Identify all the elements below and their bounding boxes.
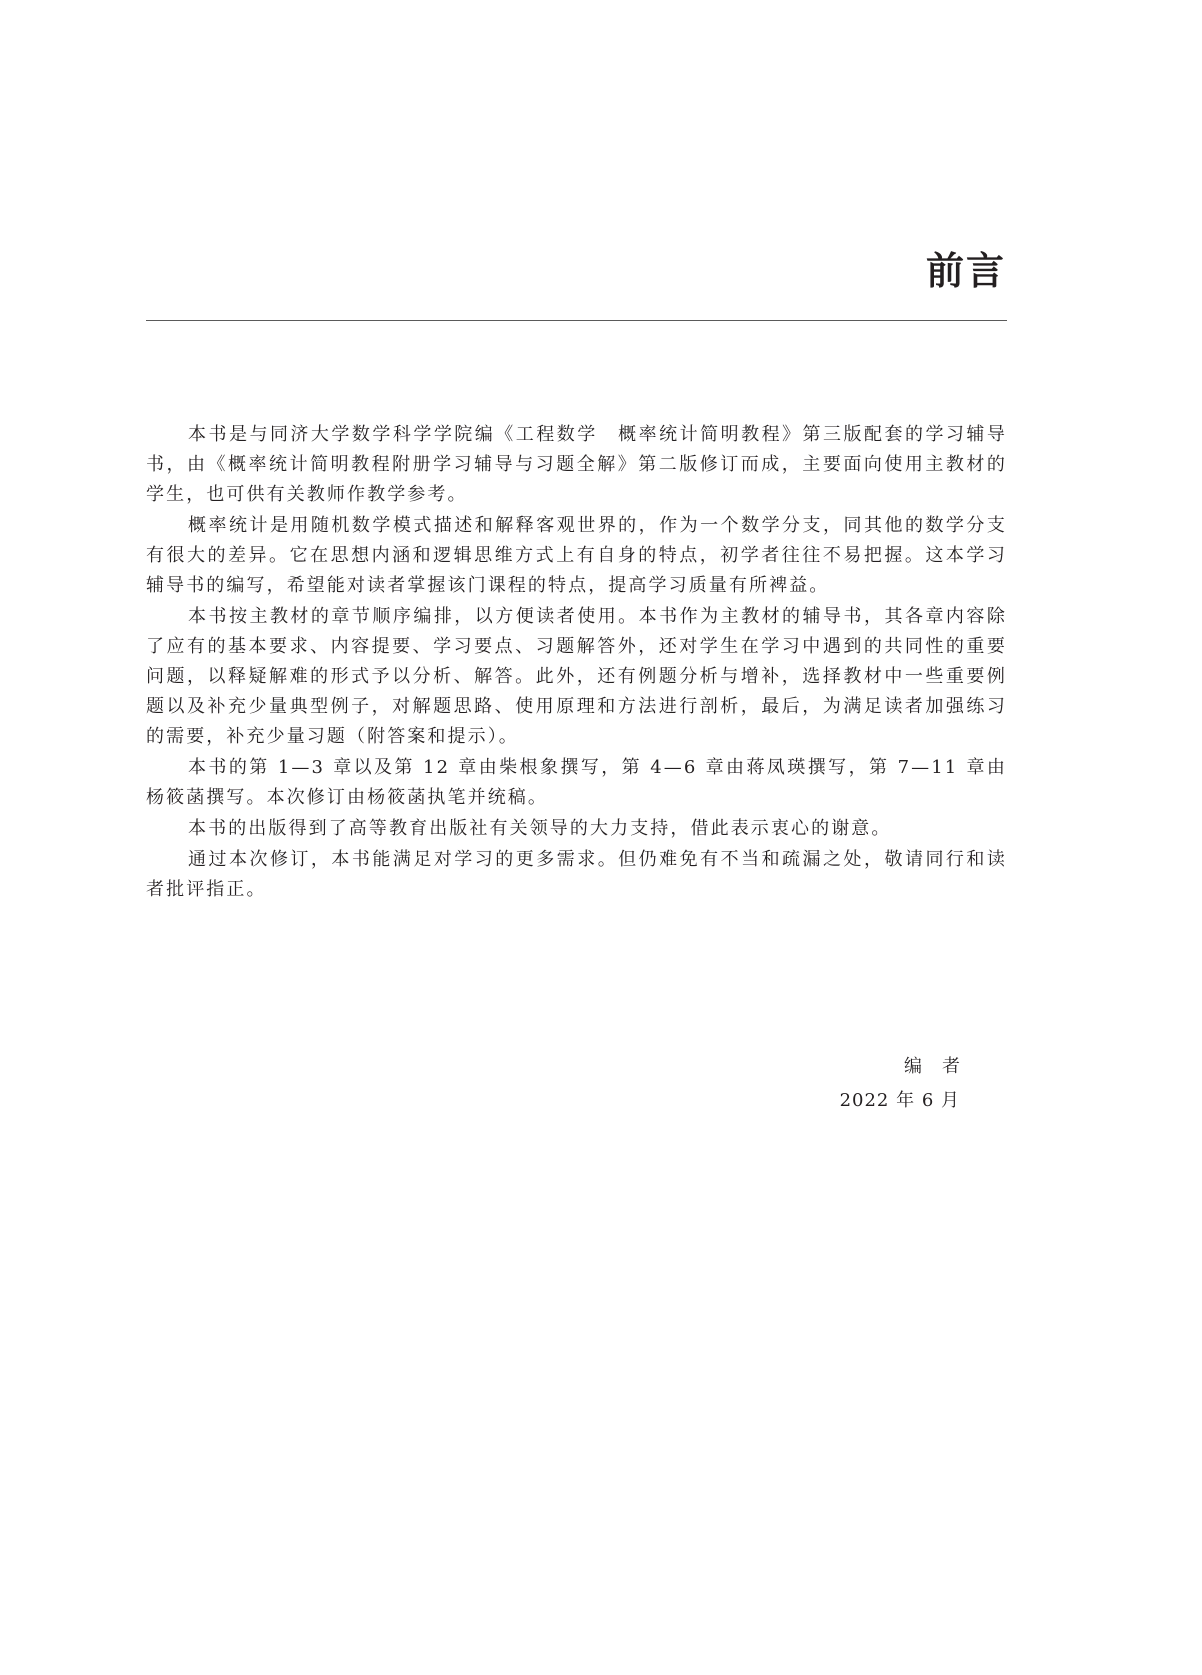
- author-signature: 编者: [904, 1056, 980, 1077]
- page-title: 前言: [925, 249, 1006, 293]
- paragraph-2: 概率统计是用随机数学模式描述和解释客观世界的，作为一个数学分支，同其他的数学分支有很大的差异。它在思想内涵和逻辑思维方式上有自身的特点，初学者往往不易把握。这本学习辅导书的编写，希望能对读者掌握该门课程的特点，提高学习质量有所裨益。: [146, 515, 1007, 596]
- paragraph-5: 本书的出版得到了高等教育出版社有关领导的大力支持，借此表示衷心的谢意。: [188, 818, 892, 839]
- signature-date: 2022 年 6 月: [839, 1090, 960, 1111]
- paragraph-6: 通过本次修订，本书能满足对学习的更多需求。但仍难免有不当和疏漏之处，敬请同行和读者批评指正。: [146, 849, 1007, 900]
- preface-body: [146, 420, 1007, 905]
- paragraph-4: 本书的第 1—3 章以及第 12 章由柴根象撰写，第 4—6 章由蒋凤瑛撰写，第 7—11 章由杨筱菡撰写。本次修订由杨筱菡执笔并统稿。: [146, 757, 1007, 808]
- paragraph-3: 本书按主教材的章节顺序编排，以方便读者使用。本书作为主教材的辅导书，其各章内容除了应有的基本要求、内容提要、学习要点、习题解答外，还对学生在学习中遇到的共同性的重要问题，以释疑解难的形式予以分析、解答。此外，还有例题分析与增补，选择教材中一些重要例题以及补充少量典型例子，对解题思路、使用原理和方法进行剖析，最后，为满足读者加强练习的需要，补充少量习题（附答案和提示）。: [146, 606, 1007, 747]
- paragraph-1: 本书是与同济大学数学科学学院编《工程数学 概率统计简明教程》第三版配套的学习辅导书，由《概率统计简明教程附册学习辅导与习题全解》第二版修订而成，主要面向使用主教材的学生，也可供有关教师作教学参考。: [146, 424, 1007, 505]
- signature-block: [839, 1050, 980, 1118]
- title-divider: [146, 320, 1007, 321]
